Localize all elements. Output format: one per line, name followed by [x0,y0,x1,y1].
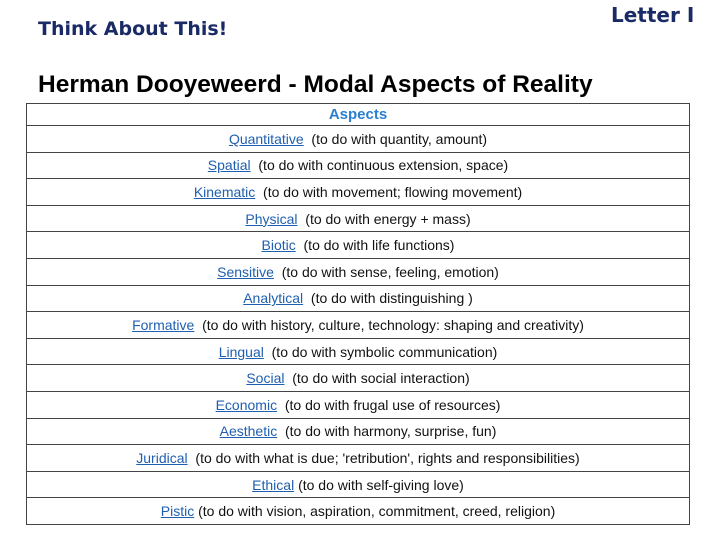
aspect-cell [27,179,690,206]
table-row [27,179,690,206]
table-row [27,152,690,179]
aspect-description: (to do with energy + mass) [297,210,471,227]
table-row [27,498,690,525]
table-row [27,391,690,418]
aspect-cell [27,445,690,472]
table-row [27,338,690,365]
slide-letter-label: Letter I [611,3,695,27]
table-header-row [27,104,690,126]
aspect-cell [27,498,690,525]
aspect-link[interactable]: Pistic [160,503,195,520]
aspect-description: (to do with distinguishing ) [303,290,473,307]
aspect-link[interactable]: Biotic [261,237,296,254]
aspect-link[interactable]: Economic [215,396,278,413]
aspect-cell [27,205,690,232]
slide-kicker: Think About This! [38,18,228,40]
aspect-cell [27,418,690,445]
aspect-description: (to do with symbolic communication) [263,343,498,360]
table-row [27,232,690,259]
aspect-link[interactable]: Social [246,370,285,387]
aspect-link[interactable]: Formative [132,316,195,333]
aspect-link[interactable]: Sensitive [217,263,274,280]
aspect-link[interactable]: Juridical [136,449,188,466]
aspect-cell [27,232,690,259]
aspect-description: (to do with history, culture, technology: shaping and creativity) [194,316,584,333]
aspects-table [26,103,690,525]
aspect-cell [27,258,690,285]
aspect-description: (to do with harmony, surprise, fun) [277,423,497,440]
aspect-cell [27,285,690,312]
table-row [27,471,690,498]
aspects-table-body [27,126,690,525]
aspect-description: (to do with movement; flowing movement) [255,183,523,200]
aspect-link[interactable]: Quantitative [228,130,304,147]
aspects-column-header: Aspects [27,104,690,126]
aspect-description: (to do with what is due; 'retribution', rights and responsibilities) [187,449,580,466]
aspect-cell [27,471,690,498]
aspect-description: (to do with social interaction) [284,370,470,387]
aspect-description: (to do with continuous extension, space) [250,157,509,174]
aspect-description: (to do with quantity, amount) [303,130,488,147]
table-row [27,418,690,445]
table-row [27,312,690,339]
aspect-link[interactable]: Spatial [207,157,251,174]
aspect-link[interactable]: Ethical [252,476,295,493]
aspect-link[interactable]: Kinematic [193,183,256,200]
aspect-description: (to do with self-giving love) [294,476,464,493]
aspect-description: (to do with sense, feeling, emotion) [273,263,499,280]
aspect-link[interactable]: Physical [245,210,298,227]
aspect-link[interactable]: Aesthetic [219,423,278,440]
aspect-cell [27,365,690,392]
aspect-description: (to do with frugal use of resources) [277,396,501,413]
slide-header [0,0,720,110]
aspect-cell [27,391,690,418]
aspect-link[interactable]: Analytical [243,290,304,307]
aspect-cell [27,338,690,365]
aspect-link[interactable]: Lingual [218,343,264,360]
table-row [27,205,690,232]
aspect-cell [27,312,690,339]
table-row [27,285,690,312]
aspect-cell [27,152,690,179]
table-row [27,126,690,153]
page-title: Herman Dooyeweerd - Modal Aspects of Reality [38,71,593,98]
table-row [27,365,690,392]
table-row [27,445,690,472]
table-row [27,258,690,285]
aspect-description: (to do with life functions) [295,237,455,254]
aspect-description: (to do with vision, aspiration, commitment, creed, religion) [194,503,556,520]
aspect-cell [27,126,690,153]
